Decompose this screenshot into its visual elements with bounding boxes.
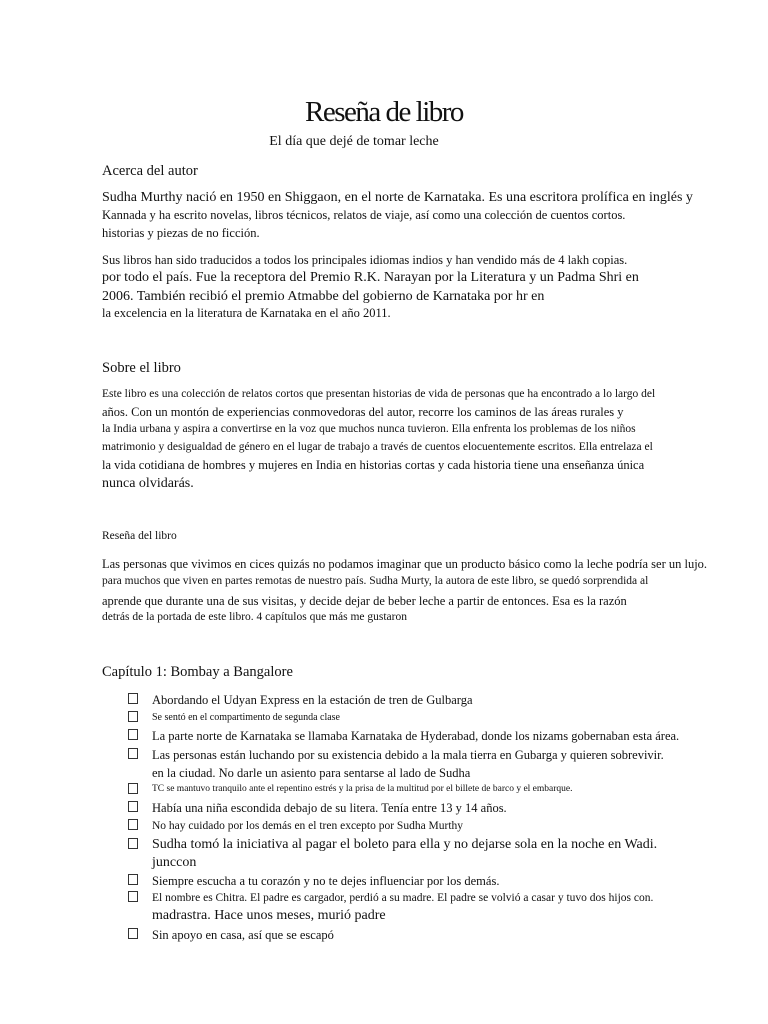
paragraph-line: detrás de la portada de este libro. 4 capítulos que más me gustaron: [102, 611, 407, 623]
paragraph-line: la India urbana y aspira a convertirse en la voz que muchos nunca tuvieron. Ella enfrenta los problemas de los niños: [102, 423, 636, 435]
paragraph-line: Kannada y ha escrito novelas, libros técnicos, relatos de viaje, así como una colección de cuentos cortos.: [102, 208, 626, 222]
list-item: Las personas están luchando por su existencia debido a la mala tierra en Gubarga y quieren sobrevivir.: [152, 748, 664, 762]
chapter-heading: Capítulo 1: Bombay a Bangalore: [102, 664, 293, 680]
checkbox-bullet-icon: [128, 783, 138, 797]
paragraph-line: Sudha Murthy nació en 1950 en Shiggaon, en el norte de Karnataka. Es una escritora prolífica en inglés y: [102, 190, 693, 205]
section-heading-book: Sobre el libro: [102, 360, 181, 376]
paragraph-line: Este libro es una colección de relatos cortos que presentan historias de vida de personas que ha encontrado a lo largo del: [102, 388, 656, 400]
list-item: Sin apoyo en casa, así que se escapó: [152, 928, 334, 942]
list-item: No hay cuidado por los demás en el tren excepto por Sudha Murthy: [152, 820, 464, 832]
list-item: Sudha tomó la iniciativa al pagar el boleto para ella y no dejarse sola en la noche en Wadi.: [152, 837, 658, 852]
checkbox-bullet-icon: [128, 874, 138, 888]
page-subtitle: El día que dejé de tomar leche: [269, 134, 439, 149]
paragraph-line: aprende que durante una de sus visitas, y decide dejar de beber leche a partir de entonces. Esa es la razón: [102, 594, 627, 608]
page-title: Reseña de libro: [305, 96, 463, 128]
list-item: madrastra. Hace unos meses, murió padre: [152, 908, 386, 923]
list-item: Abordando el Udyan Express en la estación de tren de Gulbarga: [152, 693, 473, 707]
checkbox-bullet-icon: [128, 711, 138, 725]
paragraph-line: historias y piezas de no ficción.: [102, 226, 260, 240]
checkbox-bullet-icon: [128, 819, 138, 833]
list-item: Se sentó en el compartimento de segunda clase: [152, 712, 340, 723]
paragraph-line: nunca olvidarás.: [102, 476, 194, 491]
paragraph-line: Las personas que vivimos en cices quizás no podamos imaginar que un producto básico como la leche podría ser un lujo.: [102, 557, 708, 571]
checkbox-bullet-icon: [128, 891, 138, 905]
paragraph-line: la excelencia en la literatura de Karnataka en el año 2011.: [102, 306, 391, 320]
list-item: Siempre escucha a tu corazón y no te dejes influenciar por los demás.: [152, 874, 500, 888]
paragraph-line: años. Con un montón de experiencias conmovedoras del autor, recorre los caminos de las áreas rurales y: [102, 405, 624, 419]
checkbox-bullet-icon: [128, 801, 138, 815]
section-heading-review: Reseña del libro: [102, 530, 177, 542]
checkbox-bullet-icon: [128, 928, 138, 942]
list-item: en la ciudad. No darle un asiento para sentarse al lado de Sudha: [152, 766, 471, 780]
checkbox-bullet-icon: [128, 693, 138, 707]
paragraph-line: Sus libros han sido traducidos a todos los principales idiomas indios y han vendido más de 4 lakh copias.: [102, 253, 628, 267]
checkbox-bullet-icon: [128, 748, 138, 762]
section-heading-author: Acerca del autor: [102, 163, 198, 179]
list-item: Había una niña escondida debajo de su litera. Tenía entre 13 y 14 años.: [152, 801, 507, 815]
paragraph-line: por todo el país. Fue la receptora del Premio R.K. Narayan por la Literatura y un Padma Shri en: [102, 270, 639, 285]
checkbox-bullet-icon: [128, 729, 138, 743]
paragraph-line: 2006. También recibió el premio Atmabbe del gobierno de Karnataka por hr en: [102, 289, 545, 304]
list-item: El nombre es Chitra. El padre es cargador, perdió a su madre. El padre se volvió a casar y tuvo dos hijos con.: [152, 892, 654, 904]
checkbox-bullet-icon: [128, 838, 138, 852]
list-item: TC se mantuvo tranquilo ante el repentino estrés y la prisa de la multitud por el billete de barco y el embarque.: [152, 784, 573, 794]
paragraph-line: la vida cotidiana de hombres y mujeres en India en historias cortas y cada historia tiene una enseñanza única: [102, 458, 645, 472]
list-item: La parte norte de Karnataka se llamaba Karnataka de Hyderabad, donde los nizams gobernaban esta área.: [152, 729, 680, 743]
paragraph-line: para muchos que viven en partes remotas de nuestro país. Sudha Murty, la autora de este libro, se quedó sorprendida al: [102, 575, 649, 587]
paragraph-line: matrimonio y desigualdad de género en el lugar de trabajo a través de cuentos elocuentemente escritos. Ella entrelaza el: [102, 441, 653, 453]
list-item: junccon: [152, 855, 197, 870]
